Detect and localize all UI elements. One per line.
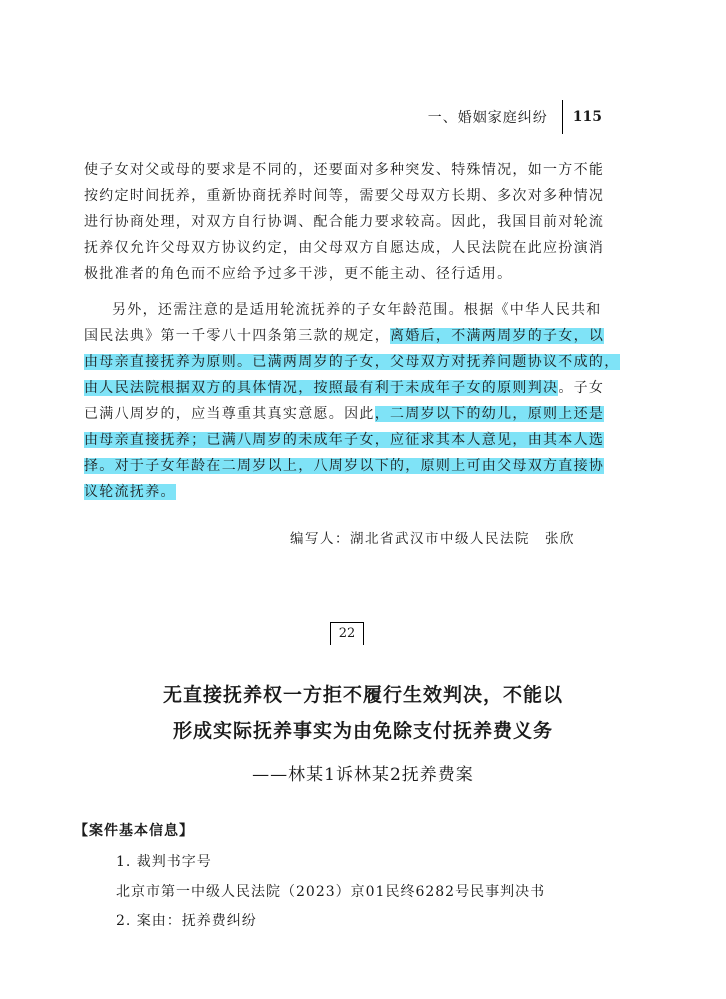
paragraph-line bbox=[84, 479, 614, 505]
highlighted-text: 离婚后，不满两周岁的子女，以 bbox=[390, 328, 605, 344]
paragraph-line bbox=[84, 375, 614, 401]
paragraph-2 bbox=[84, 297, 620, 505]
highlighted-text: 由人民法院根据双方的具体情况，按照最有利于未成年子女的原则判决 bbox=[84, 380, 559, 396]
paragraph-line: 另外，还需注意的是适用轮流抚养的子女年龄范围。根据《中华人民共和 bbox=[112, 302, 602, 318]
paragraph-line: 抚养仅允许父母双方协议约定，由父母双方自愿达成，人民法院在此应扮演消 bbox=[84, 240, 605, 256]
info-item-1-label: 1. 裁判书字号 bbox=[116, 854, 212, 870]
page-number: 115 bbox=[572, 109, 602, 125]
plain-text: 。子女 bbox=[558, 380, 605, 396]
paragraph-line: 极批准者的角色而不应给予过多干涉，更不能主动、径行适用。 bbox=[84, 266, 513, 282]
info-item-2: 2. 案由：抚养费纠纷 bbox=[116, 913, 257, 929]
paragraph-line: 使子女对父或母的要求是不同的，还要面对多种突发、特殊情况，如一方不能 bbox=[84, 162, 605, 178]
section-title: 一、婚姻家庭纠纷 bbox=[427, 110, 548, 126]
case-number-box: 22 bbox=[330, 622, 364, 645]
running-header bbox=[428, 100, 602, 134]
case-subtitle: ——林某1诉林某2抚养费案 bbox=[252, 765, 474, 785]
paragraph-line bbox=[84, 349, 620, 375]
paragraph-line bbox=[84, 323, 614, 349]
paragraph-line: 按约定时间抚养，重新协商抚养时间等，需要父母双方长期、多次对多种情况 bbox=[84, 188, 605, 204]
plain-text: 国民法典》第一千零八十四条第三款的规定， bbox=[84, 328, 390, 344]
paragraph-line bbox=[84, 453, 614, 479]
highlighted-text: 择。对于子女年龄在二周岁以上，八周岁以下的，原则上可由父母双方直接协 bbox=[84, 458, 605, 474]
highlighted-text: 议轮流抚养。 bbox=[84, 484, 176, 500]
highlighted-text: ，二周岁以下的幼儿，原则上还是 bbox=[374, 406, 605, 422]
basic-info-heading: 【案件基本信息】 bbox=[74, 823, 194, 839]
paragraph-line bbox=[84, 427, 614, 453]
case-title-line-1: 无直接抚养权一方拒不履行生效判决，不能以 bbox=[162, 684, 563, 706]
paragraph-1 bbox=[84, 157, 614, 287]
plain-text: 已满八周岁的，应当尊重其真实意愿。因此 bbox=[84, 406, 375, 422]
highlighted-text: 由母亲直接抚养；已满八周岁的未成年子女，应征求其本人意见，由其本人选 bbox=[84, 432, 605, 448]
case-title-line-2: 形成实际抚养事实为由免除支付抚养费义务 bbox=[172, 720, 553, 742]
paragraph-line: 进行协商处理，对双方自行协调、配合能力要求较高。因此，我国目前对轮流 bbox=[84, 214, 605, 230]
author-credit: 编写人：湖北省武汉市中级人民法院 张欣 bbox=[290, 531, 575, 547]
paragraph-line bbox=[84, 401, 614, 427]
info-item-1-value: 北京市第一中级人民法院（2023）京01民终6282号民事判决书 bbox=[116, 884, 546, 900]
highlighted-text: 由母亲直接抚养为原则。已满两周岁的子女，父母双方对抚养问题协议不成的， bbox=[84, 354, 620, 370]
